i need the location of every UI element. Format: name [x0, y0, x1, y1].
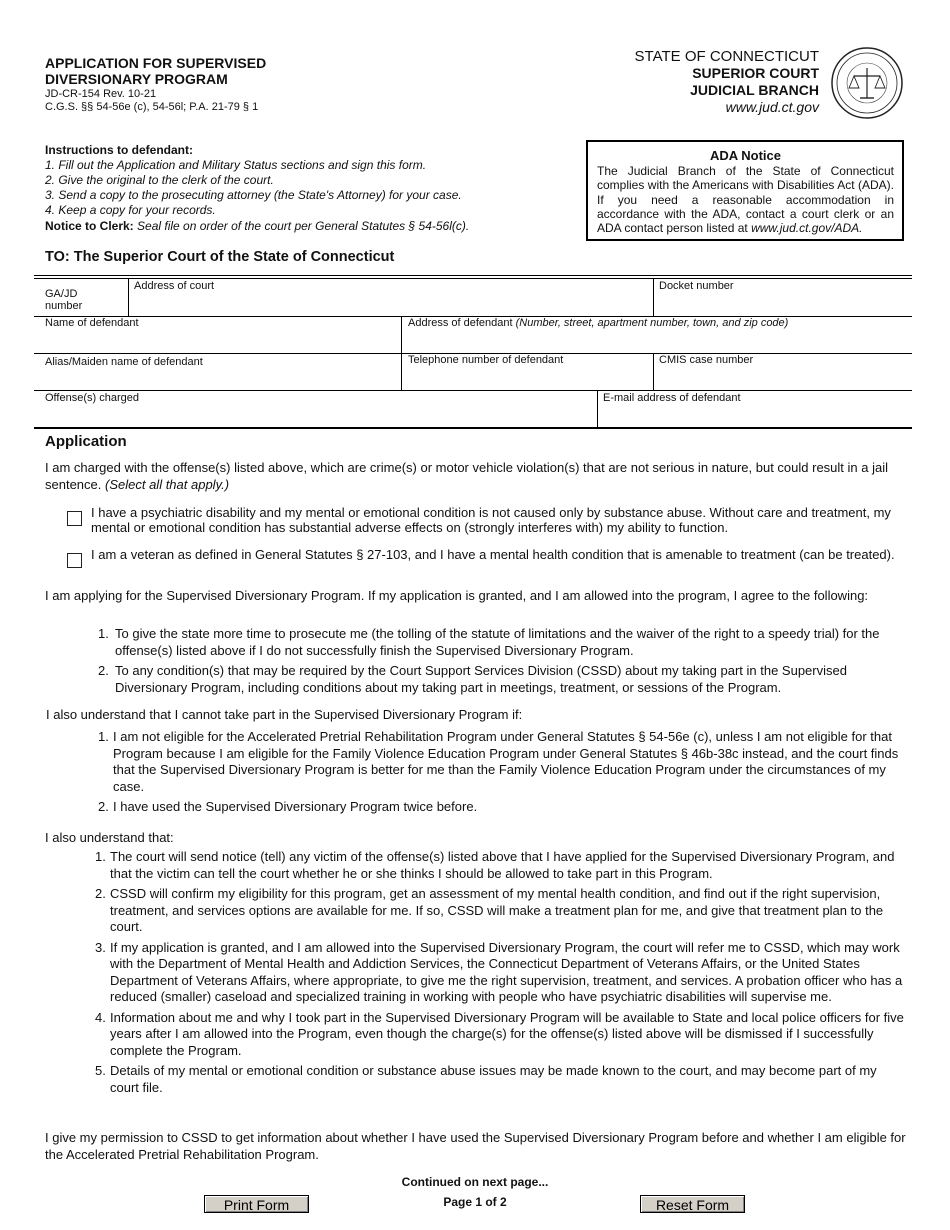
cannot-list [98, 729, 913, 816]
list-item: 1. The court will send notice (tell) any victim of the offense(s) listed above that I have applied for the Supervised Diversionary Program, and that the victim can tell the court whether he or she thinks I should be allowed to take part in this Program. [95, 849, 895, 881]
cmis-case-number-field[interactable]: CMIS case number [659, 354, 754, 366]
notice-to-clerk: Notice to Clerk: Seal file on order of the court per General Statutes § 54-56l(c). [45, 219, 470, 233]
court-header: STATE OF CONNECTICUT SUPERIOR COURT JUDICIAL BRANCH www.jud.ct.gov [634, 48, 819, 115]
permission-statement: I give my permission to CSSD to get information about whether I have used the Supervised Diversionary Program before and whether I am eligible for the Accelerated Pretrial Rehabilitation Program. [45, 1130, 906, 1162]
list-item: 2. To any condition(s) that may be required by the Court Support Services Division (CSSD) about my taking part in the Supervised Diversionary Program, including conditions about my taking part in meetings, treatment, or sessions of the Program. [98, 663, 847, 695]
list-item: 1. I am not eligible for the Accelerated Pretrial Rehabilitation Program under General Statutes § 54-56e (c), unless I am not eligible for that Program because I am eligible for the Family Violence Education Program under General Statutes § 46b-38c instead, and the court finds that the Supervised Diversionary Program is better for me than the Family Violence Education Program under the circumstances of my case. [98, 729, 899, 794]
agree-list [98, 626, 912, 696]
ada-notice: ADA Notice The Judicial Branch of the State of Connecticut complies with the Americans with Disabilities Act (ADA). If you need a reasonable accommodation in accordance with the ADA, contact a court clerk or an ADA contact person listed at www.jud.ct.gov/ADA. [586, 140, 904, 241]
defendant-address-field[interactable]: Address of defendant (Number, street, apartment number, town, and zip code) [408, 317, 789, 329]
understand-intro: I also understand that: [45, 830, 174, 845]
page-number: Page 1 of 2 [443, 1195, 507, 1209]
alias-name-field[interactable]: Alias/Maiden name of defendant [45, 356, 203, 368]
grid-line [597, 390, 598, 427]
psychiatric-disability-checkbox[interactable] [67, 511, 82, 526]
docket-number-field[interactable]: Docket number [659, 280, 734, 292]
continued-note: Continued on next page... [401, 1175, 549, 1189]
grid-line [34, 390, 912, 391]
email-field[interactable]: E-mail address of defendant [603, 392, 741, 404]
reset-form-button[interactable]: Reset Form [640, 1195, 745, 1213]
to-line: TO: The Superior Court of the State of Connecticut [45, 249, 395, 265]
instructions: Instructions to defendant: 1. Fill out the Application and Military Status sections and sign this form. 2. Give the original to the clerk of the court. 3. Send a copy to the prosecuting attorney (the State's Attorney) for your case. 4. Keep a copy for your records. [45, 143, 462, 217]
application-intro: I am charged with the offense(s) listed above, which are crime(s) or motor vehicle violation(s) that are not serious in nature, but could result in a jail sentence. (Select all that apply.) [45, 460, 888, 492]
list-item: 3. If my application is granted, and I am allowed into the Supervised Diversionary Program, the court will refer me to CSSD, which may work with the Department of Mental Health and Addiction Services, the Connecticut Department of Veterans Affairs, or the United States Department of Veterans Affairs, where appropriate, to give me the right supervision, treatment, and services. A probation officer who has a reduced (smaller) caseload and specialized training in working with people who have psychiatric disabilities will supervise me. [95, 939, 903, 1004]
list-item: 1. To give the state more time to prosecute me (the tolling of the statute of limitations and the waiver of the right to a speedy trial) for the offense(s) listed above if I do not successfully finish the Supervised Diversionary Program. [98, 626, 880, 658]
psychiatric-disability-label: I have a psychiatric disability and my mental or emotional condition is not caused only by substance abuse. Without care and treatment, my mental or emotional condition has substantial adverse effects on (strongly interferes with) my ability to function. [91, 505, 891, 535]
veteran-checkbox[interactable] [67, 553, 82, 568]
understand-list [95, 849, 907, 1096]
judicial-branch-seal-icon [830, 46, 904, 120]
form-title: APPLICATION FOR SUPERVISED DIVERSIONARY PROGRAM [45, 55, 267, 87]
list-item: 5. Details of my mental or emotional condition or substance abuse issues may be made known to the court, and may become part of my court file. [95, 1063, 877, 1095]
veteran-label: I am a veteran as defined in General Statutes § 27-103, and I have a mental health condition that is amenable to treatment (can be treated). [91, 547, 895, 562]
list-item: 4. Information about me and why I took part in the Supervised Diversionary Program will be available to State and local police officers for five years after I am allowed into the Program, even though the charge(s) for the offense(s) listed above will be dismissed if I successfully complete the Program. [95, 1009, 904, 1058]
print-form-button[interactable]: Print Form [204, 1195, 309, 1213]
list-item: 2. CSSD will confirm my eligibility for this program, get an assessment of my mental health condition, and find out if the right supervision, treatment, and services options are available for me. If so, CSSD will make a treatment plan for me, and give that treatment plan to the court. [95, 886, 884, 934]
grid-line [653, 353, 654, 390]
application-heading: Application [45, 433, 127, 450]
telephone-field[interactable]: Telephone number of defendant [408, 354, 564, 366]
list-item: 2. I have used the Supervised Diversionary Program twice before. [98, 799, 478, 814]
defendant-name-field[interactable]: Name of defendant [45, 317, 139, 329]
cannot-intro: I also understand that I cannot take part in the Supervised Diversionary Program if: [46, 707, 523, 722]
grid-line [653, 278, 654, 316]
grid-line [34, 275, 912, 276]
offenses-charged-field[interactable]: Offense(s) charged [45, 392, 139, 404]
ada-link[interactable]: www.jud.ct.gov/ADA. [751, 221, 863, 236]
grid-line [401, 316, 402, 390]
form-number: JD-CR-154 Rev. 10-21 C.G.S. §§ 54-56e (c), 54-56l; P.A. 21-79 § 1 [45, 88, 259, 113]
grid-line [128, 278, 129, 316]
agree-intro: I am applying for the Supervised Diversionary Program. If my application is granted, and I am allowed into the program, I agree to the following: [45, 588, 869, 603]
grid-line [34, 427, 912, 429]
gajd-number-field[interactable]: GA/JD number [45, 288, 83, 312]
grid-line [34, 278, 912, 279]
court-address-field[interactable]: Address of court [134, 280, 215, 292]
